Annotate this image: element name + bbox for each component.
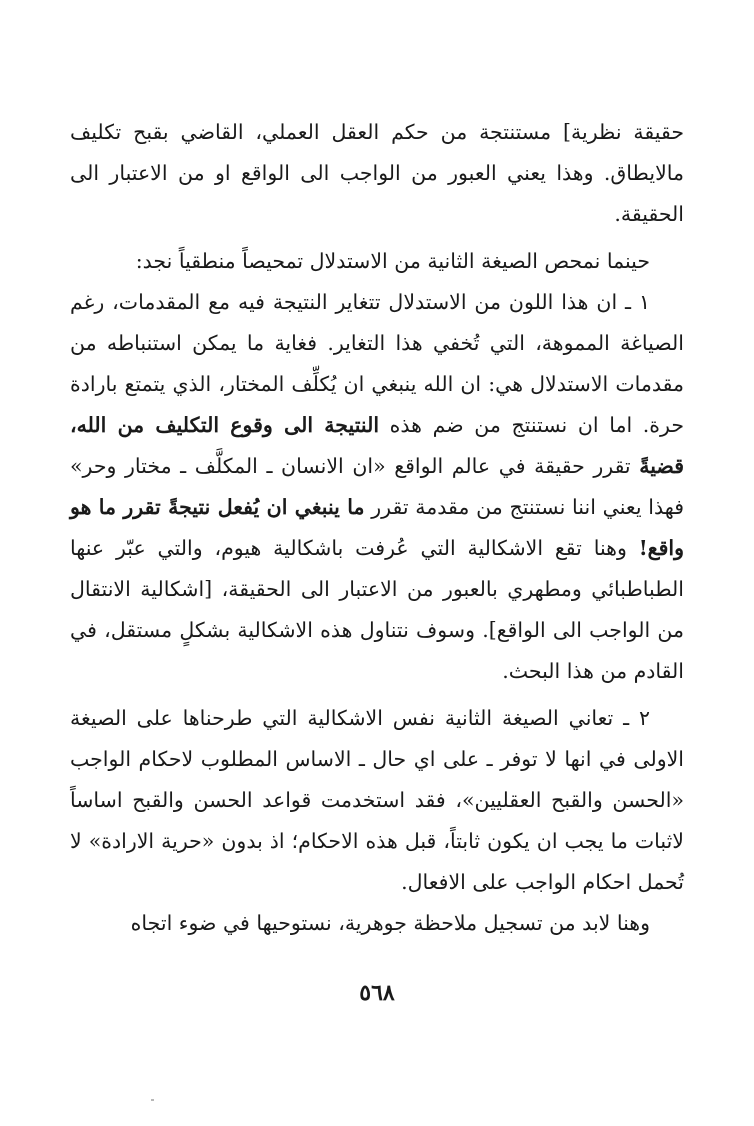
paragraph-text: وهنا لابد من تسجيل ملاحظة جوهرية، نستوحيها في ضوء اتجاه	[130, 911, 650, 935]
page-number: ٥٦٨	[359, 980, 395, 1006]
paragraph-point-one	[70, 282, 684, 692]
emphasis-text: النتيجة الى وقوع التكليف من الله، قضيةً	[70, 413, 684, 478]
paragraph-continuation	[70, 112, 684, 235]
paragraph-text: وهنا تقع الاشكالية التي عُرفت باشكالية هيوم، والتي عبّر عنها الطباطبائي ومطهري بالعبور من الاعتبار الى الحقيقة، [اشكالية الانتقال من الواجب الى الواقع]. وسوف نتناول هذه الاشكالية بشكلٍ مستقل، في القادم من هذا البحث.	[70, 536, 684, 683]
page-body	[70, 112, 684, 944]
paragraph-intro	[70, 241, 684, 282]
paragraph-text: حينما نمحص الصيغة الثانية من الاستدلال تمحيصاً منطقياً نجد:	[135, 249, 650, 273]
scan-speck	[151, 1099, 154, 1101]
paragraph-text: تقرر حقيقة في عالم الواقع «ان الانسان ـ المكلَّف ـ مختار وحر» فهذا يعني اننا نستنتج من مقدمة تقرر	[70, 454, 684, 519]
emphasis-text: ما ينبغي ان يُفعل نتيجةً تقرر ما هو واقع!	[70, 495, 684, 560]
paragraph-point-two	[70, 698, 684, 903]
paragraph-closing	[70, 903, 684, 944]
paragraph-text: ٢ ـ تعاني الصيغة الثانية نفس الاشكالية التي طرحناها على الصيغة الاولى في انها لا توفر ـ على اي حال ـ الاساس المطلوب لاحكام الواجب «الحسن والقبح العقليين»، فقد استخدمت قواعد الحسن والقبح اساساً لاثبات ما يجب ان يكون ثابتاً، قبل هذه الاحكام؛ اذ بدون «حرية الارادة» لا تُحمل احكام الواجب على الافعال.	[70, 706, 684, 894]
paragraph-text: حقيقة نظرية] مستنتجة من حكم العقل العملي، القاضي بقبح تكليف مالايطاق. وهذا يعني العبور من الواجب الى الواقع او من الاعتبار الى الحقيقة.	[70, 120, 684, 226]
paragraph-text: ١ ـ ان هذا اللون من الاستدلال تتغاير النتيجة فيه مع المقدمات، رغم الصياغة المموهة، التي تُخفي هذا التغاير. فغاية ما يمكن استنباطه من مقدمات الاستدلال هي: ان الله ينبغي ان يُكلِّف المختار، الذي يتمتع بارادة حرة. اما ان نستنتج من ضم هذه	[70, 290, 684, 437]
